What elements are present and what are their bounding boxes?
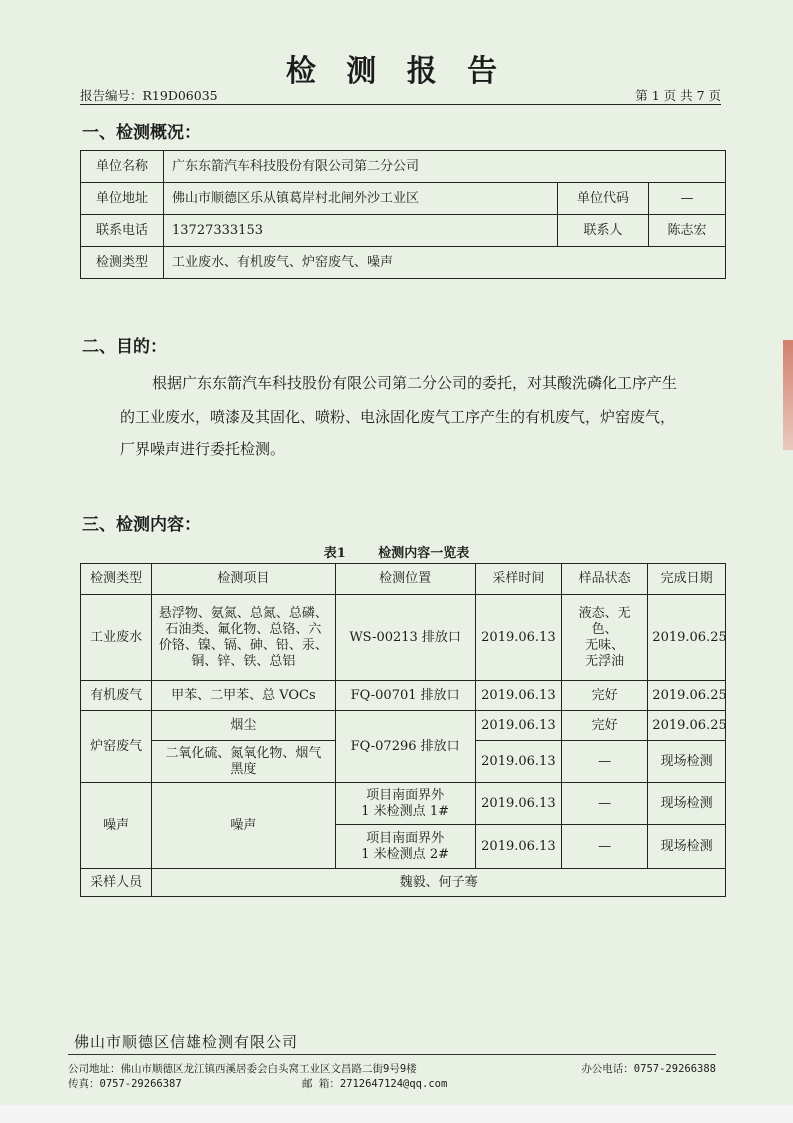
organic-position: FQ-00701 排放口 xyxy=(335,681,475,711)
address-label: 单位地址 xyxy=(81,183,164,215)
purpose-line-1: 根据广东东箭汽车科技股份有限公司第二分公司的委托，对其酸洗磷化工序产生 xyxy=(152,374,678,392)
phone-label: 联系电话 xyxy=(81,215,164,247)
section-purpose-title: 二、目的： xyxy=(82,337,167,357)
column-header: 样品状态 xyxy=(562,564,648,595)
organic-type: 有机废气 xyxy=(81,681,152,711)
column-header: 采样时间 xyxy=(475,564,561,595)
noise-position-line: 项目南面界外 xyxy=(366,830,445,846)
section-content-title: 三、检测内容： xyxy=(82,515,201,535)
footer-company: 佛山市顺德区信雄检测有限公司 xyxy=(74,1033,299,1051)
water-time: 2019.06.13 xyxy=(475,595,561,681)
kiln-items-2 xyxy=(152,741,335,783)
table-row xyxy=(81,711,726,741)
organic-items: 甲苯、二甲苯、总 VOCs xyxy=(152,681,335,711)
report-meta-row xyxy=(80,86,721,105)
water-state-line: 液态、无色、 xyxy=(578,605,631,637)
address-value: 佛山市顺德区乐从镇葛岸村北闸外沙工业区 xyxy=(164,183,558,215)
footer-divider xyxy=(68,1054,716,1055)
table-row xyxy=(81,869,726,897)
noise-state-1: — xyxy=(562,783,648,825)
contact-label: 联系人 xyxy=(558,215,649,247)
kiln-state-2: — xyxy=(562,741,648,783)
kiln-position: FQ-07296 排放口 xyxy=(335,711,475,783)
page-bottom-strip xyxy=(0,1105,793,1123)
overview-table xyxy=(80,150,726,279)
organic-time: 2019.06.13 xyxy=(475,681,561,711)
water-items-line: 石油类、氟化物、总铬、六 xyxy=(165,621,322,637)
unit-name-label: 单位名称 xyxy=(81,151,164,183)
table-caption-text: 检测内容一览表 xyxy=(378,546,470,561)
organic-state: 完好 xyxy=(562,681,648,711)
purpose-paragraph xyxy=(120,366,726,400)
footer-info-row-1 xyxy=(68,1061,716,1076)
water-items xyxy=(152,595,335,681)
test-type-label: 检测类型 xyxy=(81,247,164,279)
kiln-time-1: 2019.06.13 xyxy=(475,711,561,741)
report-number: 报告编号：R19D06035 xyxy=(80,88,218,103)
section-overview-title: 一、检测概况： xyxy=(82,123,201,143)
footer-fax: 传真：0757-29266387 xyxy=(68,1078,182,1090)
table-header-row xyxy=(81,564,726,595)
kiln-items-line: 二氧化硫、氮氧化物、烟气 xyxy=(165,745,322,761)
table-row xyxy=(81,183,726,215)
column-header: 检测项目 xyxy=(152,564,335,595)
table-row xyxy=(81,595,726,681)
noise-position-line: 1 米检测点 1# xyxy=(361,803,449,819)
purpose-line-3: 厂界噪声进行委托检测。 xyxy=(120,440,286,458)
table-row xyxy=(81,783,726,825)
water-state xyxy=(562,595,648,681)
sampler-label: 采样人员 xyxy=(81,869,152,897)
water-position: WS-00213 排放口 xyxy=(335,595,475,681)
phone-value: 13727333153 xyxy=(164,215,558,247)
noise-position-2 xyxy=(335,825,475,869)
kiln-items-1: 烟尘 xyxy=(152,711,335,741)
water-items-line: 铜、锌、铁、总铝 xyxy=(191,653,296,669)
table-row xyxy=(81,247,726,279)
unit-code-label: 单位代码 xyxy=(558,183,649,215)
noise-state-2: — xyxy=(562,825,648,869)
water-type: 工业废水 xyxy=(81,595,152,681)
footer-office-phone: 办公电话：0757-29266388 xyxy=(581,1063,716,1075)
footer-address: 公司地址：佛山市顺德区龙江镇西溪居委会白头窝工业区文昌路二街9号9楼 xyxy=(68,1063,417,1075)
organic-date: 2019.06.25 xyxy=(648,681,726,711)
water-items-line: 价铬、镍、镉、砷、铅、汞、 xyxy=(158,637,328,653)
column-header: 检测类型 xyxy=(81,564,152,595)
water-items-line: 悬浮物、氨氮、总氮、总磷、 xyxy=(158,605,328,621)
page-title: 检 测 报 告 xyxy=(285,54,508,89)
water-state-line: 无味、 xyxy=(585,637,625,653)
noise-time-1: 2019.06.13 xyxy=(475,783,561,825)
unit-name-value: 广东东箭汽车科技股份有限公司第二分公司 xyxy=(164,151,726,183)
table-row xyxy=(81,151,726,183)
noise-items: 噪声 xyxy=(152,783,335,869)
column-header: 完成日期 xyxy=(648,564,726,595)
noise-date-2: 现场检测 xyxy=(648,825,726,869)
unit-code-value: — xyxy=(649,183,726,215)
kiln-items-line: 黑度 xyxy=(230,761,257,777)
kiln-state-1: 完好 xyxy=(562,711,648,741)
noise-position-line: 项目南面界外 xyxy=(366,787,445,803)
water-date: 2019.06.25 xyxy=(648,595,726,681)
page-counter: 第 1 页 共 7 页 xyxy=(635,88,721,103)
test-type-value: 工业废水、有机废气、炉窑废气、噪声 xyxy=(164,247,726,279)
table-caption-number: 表1 xyxy=(323,546,346,561)
noise-position-line: 1 米检测点 2# xyxy=(361,846,449,862)
kiln-time-2: 2019.06.13 xyxy=(475,741,561,783)
table-caption xyxy=(0,542,793,561)
footer-email: 邮 箱：2712647124@qq.com xyxy=(302,1078,448,1090)
noise-date-1: 现场检测 xyxy=(648,783,726,825)
noise-position-1 xyxy=(335,783,475,825)
table-row xyxy=(81,681,726,711)
water-state-line: 无浮油 xyxy=(585,653,625,669)
table-row xyxy=(81,215,726,247)
purpose-line-2: 的工业废水，喷漆及其固化、喷粉、电泳固化废气工序产生的有机废气，炉窑废气， xyxy=(120,408,676,426)
sampler-value: 魏毅、何子骞 xyxy=(152,869,726,897)
seal-edge-mark xyxy=(783,340,793,450)
noise-type: 噪声 xyxy=(81,783,152,869)
footer-info-row-2 xyxy=(68,1076,716,1091)
noise-time-2: 2019.06.13 xyxy=(475,825,561,869)
column-header: 检测位置 xyxy=(335,564,475,595)
kiln-date-1: 2019.06.25 xyxy=(648,711,726,741)
kiln-type: 炉窑废气 xyxy=(81,711,152,783)
content-table xyxy=(80,563,726,897)
kiln-date-2: 现场检测 xyxy=(648,741,726,783)
contact-value: 陈志宏 xyxy=(649,215,726,247)
